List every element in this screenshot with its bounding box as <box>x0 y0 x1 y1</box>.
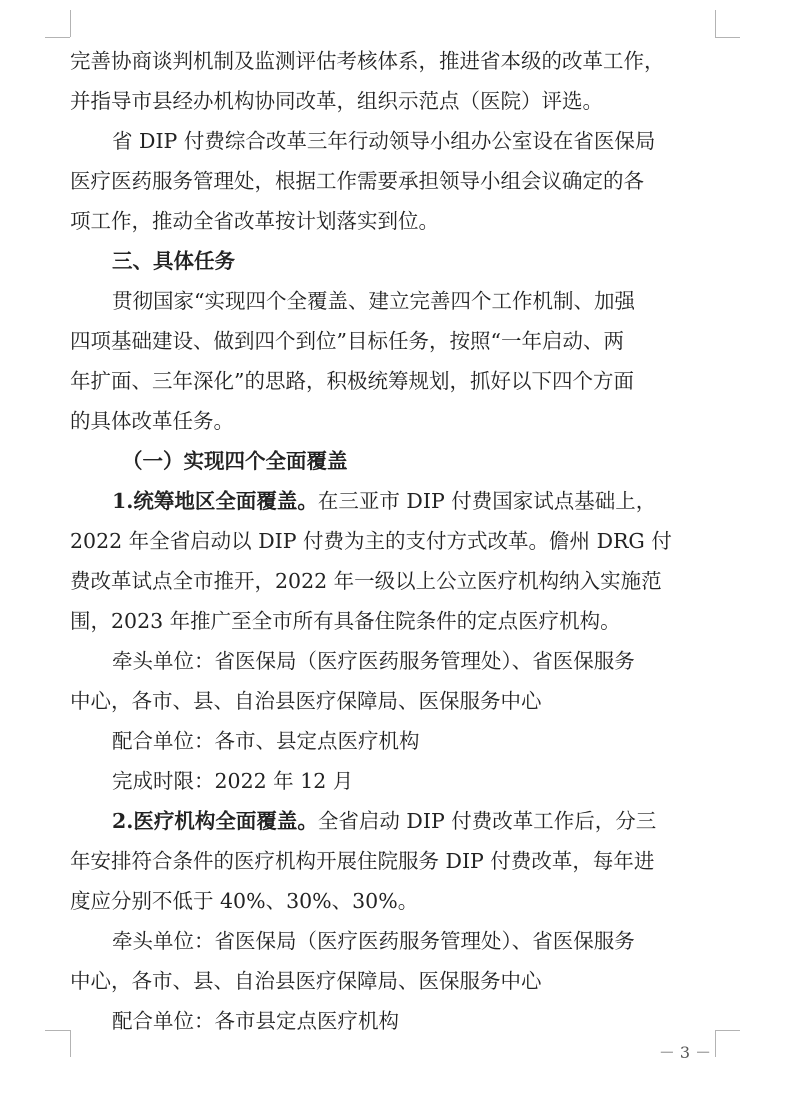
text-line: 省 DIP 付费综合改革三年行动领导小组办公室设在省医保局 <box>112 129 656 153</box>
text-line: 完成时限：2022 年 12 月 <box>112 769 354 793</box>
item-title: 2.医疗机构全面覆盖。 <box>112 809 318 833</box>
item-title: 1.统筹地区全面覆盖。 <box>112 489 318 513</box>
subsection-heading: （一）实现四个全面覆盖 <box>122 449 348 473</box>
text-line <box>70 801 720 841</box>
text-line: 医疗医药服务管理处，根据工作需要承担领导小组会议确定的各 <box>70 169 644 193</box>
text-line: 四项基础建设、做到四个到位”目标任务，按照“一年启动、两 <box>70 329 624 353</box>
text-line: 配合单位：各市、县定点医疗机构 <box>112 729 420 753</box>
text-line: 2022 年全省启动以 DIP 付费为主的支付方式改革。儋州 DRG 付 <box>70 529 672 553</box>
section-heading: 三、具体任务 <box>112 249 235 273</box>
text-line: 贯彻国家“实现四个全覆盖、建立完善四个工作机制、加强 <box>112 289 635 313</box>
text-line: 牵头单位：省医保局（医疗医药服务管理处）、省医保服务 <box>112 929 635 953</box>
text-line: 完善协商谈判机制及监测评估考核体系，推进省本级的改革工作， <box>70 49 665 73</box>
text-line: 牵头单位：省医保局（医疗医药服务管理处）、省医保服务 <box>112 649 635 673</box>
text-line: 项工作，推动全省改革按计划落实到位。 <box>70 209 439 233</box>
text-line: 配合单位：各市县定点医疗机构 <box>112 1009 399 1033</box>
text-line: 费改革试点全市推开，2022 年一级以上公立医疗机构纳入实施范 <box>70 569 662 593</box>
text-line: 度应分别不低于 40%、30%、30%。 <box>70 889 419 913</box>
item-text: 在三亚市 DIP 付费国家试点基础上， <box>317 489 657 513</box>
text-line: 并指导市县经办机构协同改革，组织示范点（医院）评选。 <box>70 89 603 113</box>
text-line: 年安排符合条件的医疗机构开展住院服务 DIP 付费改革，每年进 <box>70 849 655 873</box>
text-line <box>70 481 720 521</box>
text-line: 年扩面、三年深化”的思路，积极统筹规划，抓好以下四个方面 <box>70 369 634 393</box>
text-line: 围，2023 年推广至全市所有具备住院条件的定点医疗机构。 <box>70 609 621 633</box>
text-line: 中心，各市、县、自治县医疗保障局、医保服务中心 <box>70 689 542 713</box>
text-line: 的具体改革任务。 <box>70 409 234 433</box>
text-line: 中心，各市、县、自治县医疗保障局、医保服务中心 <box>70 969 542 993</box>
page-number: － 3 － <box>658 1043 712 1062</box>
document-body <box>70 41 720 1041</box>
item-text: 全省启动 DIP 付费改革工作后，分三 <box>317 809 657 833</box>
